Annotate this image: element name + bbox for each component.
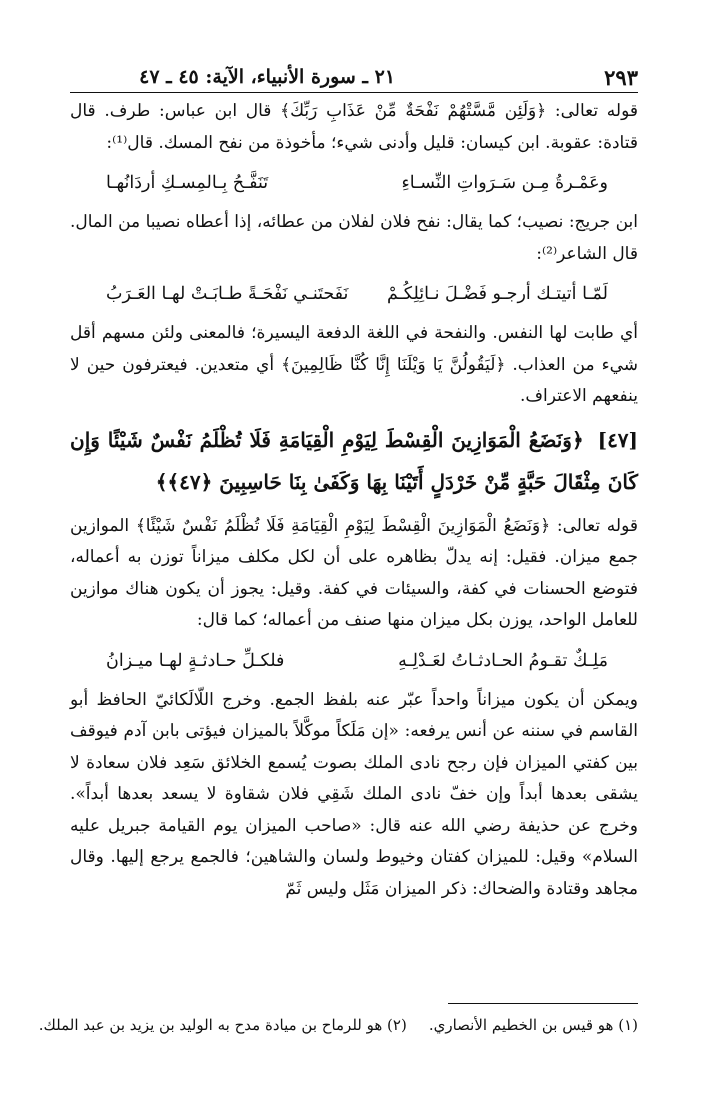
verse-1-second-hemistich: تَنَفَّـحُ بِـالمِسـكِ أردَانُهـا: [106, 173, 269, 193]
paragraph-2: ابن جريج: نصيب؛ كما يقال: نفح فلان لفلان من عطائه، إذا أعطاه نصيبا من المال. قال الشاعر⁽²⁾:: [70, 212, 638, 264]
paragraph-3: أي طابت لها النفس. والنفحة في اللغة الدفعة اليسيرة؛ فالمعنى ولئن مسهم أقل شيء من العذاب. ﴿لَيَقُولُنَّ يَا وَيْلَنَا إِنَّا كُنَّا ظَالِمِينَ﴾ أي متعدين. فيعترفون حين لا ينفعهم الاعتراف.: [70, 323, 638, 406]
verse-2-second-hemistich: نَفَحتَنـي نَفْحَـةً طـابَـتْ لهـا العَـرَبُ: [106, 284, 349, 304]
page-header: [70, 62, 638, 93]
poetry-verse-1: [70, 167, 638, 199]
quran-ayah-block: [70, 419, 638, 503]
verse-3-first-hemistich: مَلِـكٌ تقـومُ الحـادثـاتُ لعَـدْلِـهِ: [398, 650, 608, 671]
footnotes: [38, 1012, 638, 1038]
running-title: ٢١ ـ سورة الأنبياء، الآية: ٤٥ ـ ٤٧: [139, 66, 396, 88]
poetry-verse-2: [70, 278, 638, 310]
footnote-1: (١) هو قيس بن الخطيم الأنصاري.: [428, 1016, 638, 1034]
ayah-number: [٤٧]: [597, 427, 639, 452]
main-text: [70, 96, 638, 905]
paragraph-4: قوله تعالى: ﴿وَنَضَعُ الْمَوَازِينَ الْقِسْطَ لِيَوْمِ الْقِيَامَةِ فَلَا تُظْلَمُ نَفْسٌ شَيْئًا﴾ الموازين جمع ميزان. فقيل: إنه يدلّ بظاهره على أن لكل مكلف ميزاناً توزن به أعماله، فتوضع الحسنات في كفة، والسيئات في كفة. وقيل: يجوز أن يكون هناك موازين للعامل الواحد، يوزن بكل ميزان منها صنف من أعماله؛ كما قال:: [70, 515, 638, 630]
ayah-text: ﴿وَنَضَعُ الْمَوَازِينَ الْقِسْطَ لِيَوْمِ الْقِيَامَةِ فَلَا تُظْلَمُ نَفْسٌ شَيْئًا وَإِن كَانَ مِثْقَالَ حَبَّةٍ مِّنْ خَرْدَلٍ أَتَيْنَا بِهَا وَكَفَىٰ بِنَا حَاسِبِينَ ﴿٤٧﴾﴾: [70, 427, 638, 494]
footnote-divider: [448, 1003, 638, 1004]
paragraph-1: قوله تعالى: ﴿وَلَئِن مَّسَّتْهُمْ نَفْحَةٌ مِّنْ عَذَابِ رَبِّكَ﴾ قال ابن عباس: طرف. قال قتادة: عقوبة. ابن كيسان: قليل وأدنى شيء؛ مأخوذة من نفح المسك. قال⁽¹⁾:: [70, 101, 638, 153]
verse-2-first-hemistich: لَمّـا أتيتـك أرجـو فَضْـلَ نـائِلِكُـمْ: [387, 284, 608, 304]
poetry-verse-3: [70, 645, 638, 677]
footnote-2: (٢) هو للرماح بن ميادة مدح به الوليد بن يزيد بن عبد الملك.: [38, 1016, 407, 1034]
paragraph-5: ويمكن أن يكون ميزاناً واحداً عبّر عنه بلفظ الجمع. وخرج اللّالَكائيّ الحافظ أبو القاسم في سننه عن أنس يرفعه: «إن مَلَكاً موكَّلاً بالميزان فيؤتى بابن آدم فيوقف بين كفتي الميزان فإن رجح نادى الملك بصوت يُسمع الخلائق سَعِد فلان سعادة لا يشقى بعدها أبداً وإن خفّ نادى الملك شَقِي فلان شقاوة لا يسعد بعدها أبداً». وخرج عن حذيفة رضي الله عنه قال: «صاحب الميزان يوم القيامة جبريل عليه السلام» وقيل: للميزان كفتان وخيوط ولسان والشاهين؛ فالجمع يرجع إليها. وقال مجاهد وقتادة والضحاك: ذكر الميزان مَثَل وليس ثَمّ: [70, 689, 638, 899]
page-number: ٢٩٣: [604, 64, 638, 90]
verse-1-first-hemistich: وعَمْـرةُ مِـن سَـرَواتِ النِّسـاءِ: [401, 173, 608, 193]
verse-3-second-hemistich: فلكـلِّ حـادثـةٍ لهـا ميـزانُ: [106, 650, 285, 671]
